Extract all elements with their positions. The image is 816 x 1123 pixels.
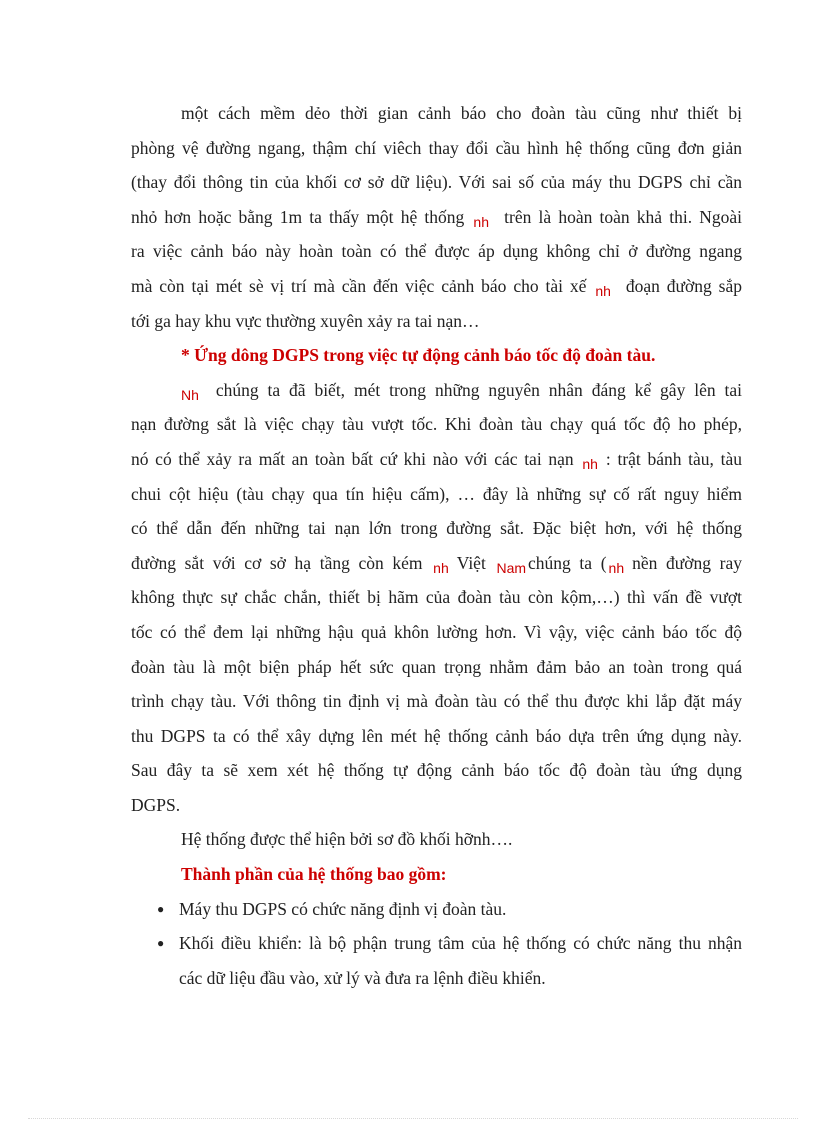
paragraph-2-line-12 bbox=[131, 753, 742, 788]
text-run: phòng vệ đường ngang, thậm chí viêch thay đổi cầu hình hệ thống cũng đơn giản bbox=[131, 137, 742, 158]
text-run: không thực sự chắc chắn, thiết bị hãm của đoàn tàu còn kộm,…) thì vấn đề vượt bbox=[131, 587, 742, 608]
text-run: nhỏ hơn hoặc bằng 1m ta thấy một hệ thống bbox=[131, 206, 465, 227]
text-run: trình chạy tàu. Với thông tin định vị mà đoàn tàu có thể thu được khi lắp đặt máy bbox=[131, 691, 742, 712]
text-run: có thể dẫn đến những tai nạn lớn trong đường sắt. Đặc biệt hơn, với hệ thống bbox=[131, 518, 742, 539]
paragraph-2-line-4 bbox=[131, 477, 742, 512]
paragraph-2-line-13 bbox=[131, 788, 742, 823]
paragraph-2-line-6 bbox=[131, 546, 742, 581]
text-run: nó có thể xảy ra mất an toàn bất cứ khi nào với các tai nạn bbox=[131, 448, 574, 469]
paragraph-1-line-5 bbox=[131, 234, 742, 269]
bullet-item-2 bbox=[131, 926, 742, 961]
paragraph-1-line-3 bbox=[131, 165, 742, 200]
text-run: DGPS. bbox=[131, 794, 181, 815]
text-run: trên là hoàn toàn khả thi. Ngoài bbox=[504, 206, 743, 227]
text-run: Hệ thống được thể hiện bởi sơ đồ khối hỡnh…. bbox=[181, 829, 513, 850]
paragraph-2-line-3 bbox=[131, 442, 742, 477]
paragraph-1-line-1 bbox=[131, 96, 742, 131]
paragraph-2-line-9 bbox=[131, 650, 742, 685]
bullet-text: Máy thu DGPS có chức năng định vị đoàn tàu. bbox=[179, 898, 507, 919]
bullet-text: các dữ liệu đầu vào, xử lý và đưa ra lệnh điều khiển. bbox=[179, 967, 546, 988]
section-heading-dgps-speed-warning bbox=[131, 338, 742, 373]
paragraph-1-line-6 bbox=[131, 269, 742, 304]
bullet-icon: ● bbox=[157, 901, 165, 916]
paragraph-2-line-11 bbox=[131, 719, 742, 754]
text-run: nạn đường sắt là việc chạy tàu vượt tốc. Khi đoàn tàu chạy quá tốc độ ho phép, bbox=[131, 414, 742, 435]
paragraph-1-line-2 bbox=[131, 131, 742, 166]
text-run: đoạn đường sắp bbox=[625, 275, 743, 296]
nh-glyph: nh bbox=[595, 282, 611, 299]
bullet-item-1 bbox=[131, 892, 742, 927]
text-run: tới ga hay khu vực thường xuyên xảy ra tai nạn… bbox=[131, 310, 480, 331]
text-run: đường sắt với cơ sở hạ tầng còn kém bbox=[131, 552, 423, 573]
section-heading-system-components bbox=[131, 857, 742, 892]
heading-text: * Ứng dông DGPS trong việc tự động cảnh báo tốc độ đoàn tàu. bbox=[181, 345, 656, 366]
text-run: chúng ta đã biết, mét trong những nguyên nhân đáng kể gây lên tai bbox=[215, 379, 742, 400]
text-run: Việt bbox=[456, 552, 486, 573]
page-bottom-divider bbox=[28, 1118, 798, 1119]
heading-text: Thành phần của hệ thống bao gồm: bbox=[181, 864, 447, 885]
text-run: (thay đổi thông tin của khối cơ sở dữ liệu). Với sai số của máy thu DGPS chỉ cần bbox=[131, 172, 742, 193]
text-run: chúng ta ( bbox=[528, 552, 607, 573]
bullet-icon: ● bbox=[157, 936, 165, 951]
paragraph-2-line-7 bbox=[131, 580, 742, 615]
text-run: nền đường ray bbox=[632, 552, 742, 573]
paragraph-1-line-7 bbox=[131, 304, 742, 339]
bullet-text: Khối điều khiển: là bộ phận trung tâm của hệ thống có chức năng thu nhận bbox=[179, 933, 742, 954]
paragraph-2-line-1 bbox=[131, 373, 742, 408]
document-body bbox=[131, 96, 742, 995]
text-run: thu DGPS ta có thể xây dựng lên mét hệ thống cảnh báo dựa trên ứng dụng này. bbox=[131, 725, 742, 746]
paragraph-1-line-4 bbox=[131, 200, 742, 235]
nam-glyph: Nam bbox=[496, 559, 527, 576]
nh-glyph: nh bbox=[582, 455, 598, 472]
text-run: đoàn tàu là một biện pháp hết sức quan trọng nhằm đảm bảo an toàn trong quá bbox=[131, 656, 742, 677]
text-run: một cách mềm dẻo thời gian cảnh báo cho đoàn tàu cũng như thiết bị bbox=[181, 103, 742, 123]
paragraph-3 bbox=[131, 822, 742, 857]
bullet-item-2-continuation bbox=[131, 961, 742, 996]
paragraph-2-line-5 bbox=[131, 511, 742, 546]
text-run: : trật bánh tàu, tàu bbox=[605, 448, 742, 469]
text-run: ra việc cảnh báo này hoàn toàn có thể được áp dụng không chỉ ở đường ngang bbox=[131, 241, 742, 262]
paragraph-2-line-8 bbox=[131, 615, 742, 650]
text-run: mà còn tại mét sè vị trí mà cần đến việc cảnh báo cho tài xế bbox=[131, 275, 587, 296]
text-run: chui cột hiệu (tàu chạy qua tín hiệu cấm), … đây là những sự cố rất nguy hiểm bbox=[131, 483, 742, 504]
nh-glyph: nh bbox=[473, 213, 489, 230]
text-run: Sau đây ta sẽ xem xét hệ thống tự động cảnh báo tốc độ đoàn tàu ứng dụng bbox=[131, 760, 742, 781]
nh-glyph: Nh bbox=[181, 386, 199, 403]
paragraph-2-line-10 bbox=[131, 684, 742, 719]
nh-glyph: nh bbox=[608, 559, 625, 576]
paragraph-2-line-2 bbox=[131, 407, 742, 442]
nh-glyph: nh bbox=[433, 559, 449, 576]
text-run: tốc có thể đem lại những hậu quả khôn lường hơn. Vì vậy, việc cảnh báo tốc độ bbox=[131, 621, 742, 642]
